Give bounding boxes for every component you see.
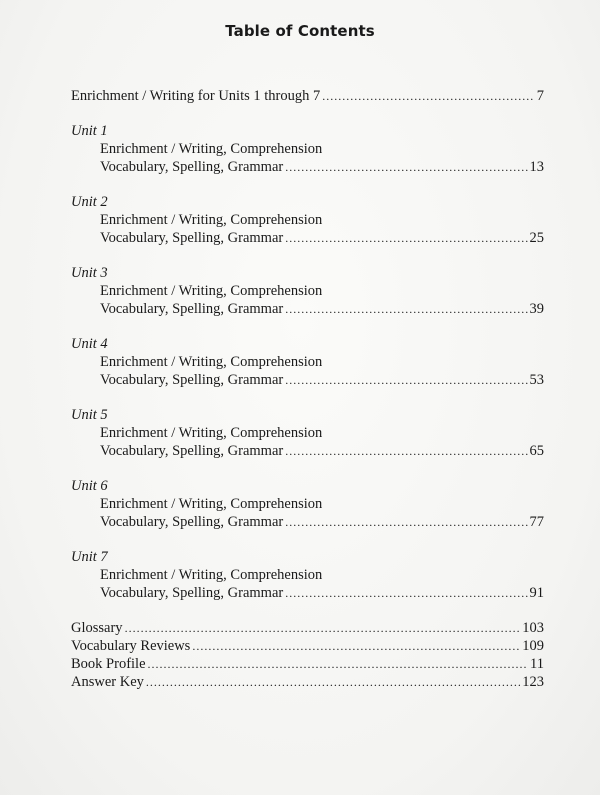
- toc-entry-label: Enrichment / Writing for Units 1 through 7: [71, 88, 321, 104]
- unit-topics: Enrichment / Writing, Comprehension: [100, 496, 323, 512]
- unit-topics: Enrichment / Writing, Comprehension: [100, 283, 323, 299]
- toc-entry-page: 39: [529, 301, 544, 317]
- toc-entry: [71, 442, 544, 460]
- unit-topics: Enrichment / Writing, Comprehension: [100, 141, 323, 157]
- toc-entry: [71, 158, 544, 176]
- toc-entry-intro: [71, 87, 544, 105]
- toc-entry: [71, 300, 544, 318]
- table-of-contents: [71, 87, 544, 691]
- toc-entry-page: 7: [536, 88, 544, 104]
- unit-topics: Enrichment / Writing, Comprehension: [100, 425, 323, 441]
- unit-title: Unit 4: [71, 336, 108, 352]
- unit-topics: Enrichment / Writing, Comprehension: [100, 212, 323, 228]
- unit-title: Unit 2: [71, 194, 108, 210]
- toc-entry-vocabulary-reviews: [71, 637, 544, 655]
- page-title: Table of Contents: [225, 22, 375, 40]
- unit-block-6: [71, 477, 544, 531]
- unit-block-5: [71, 406, 544, 460]
- toc-entry-label: Vocabulary, Spelling, Grammar: [100, 443, 284, 459]
- dot-leader: [285, 300, 527, 318]
- unit-title: Unit 5: [71, 407, 108, 423]
- dot-leader: [285, 584, 527, 602]
- toc-entry-label: Glossary: [71, 620, 123, 636]
- dot-leader: [148, 655, 529, 673]
- unit-title: Unit 1: [71, 123, 108, 139]
- toc-entry-page: 123: [522, 674, 544, 690]
- toc-entry-page: 77: [529, 514, 544, 530]
- toc-entry: [71, 371, 544, 389]
- unit-title: Unit 3: [71, 265, 108, 281]
- dot-leader: [285, 158, 527, 176]
- dot-leader: [285, 442, 527, 460]
- unit-block-7: [71, 548, 544, 602]
- toc-entry-label: Vocabulary, Spelling, Grammar: [100, 301, 284, 317]
- toc-entry-label: Vocabulary Reviews: [71, 638, 191, 654]
- toc-entry: [71, 513, 544, 531]
- unit-topics: Enrichment / Writing, Comprehension: [100, 567, 323, 583]
- back-matter-list: [71, 619, 544, 691]
- unit-title: Unit 6: [71, 478, 108, 494]
- toc-entry-label: Vocabulary, Spelling, Grammar: [100, 514, 284, 530]
- toc-entry: [71, 584, 544, 602]
- toc-entry-label: Book Profile: [71, 656, 146, 672]
- toc-entry-page: 13: [529, 159, 544, 175]
- toc-entry-answer-key: [71, 673, 544, 691]
- dot-leader: [192, 637, 520, 655]
- dot-leader: [125, 619, 521, 637]
- toc-entry-label: Vocabulary, Spelling, Grammar: [100, 372, 284, 388]
- unit-topics: Enrichment / Writing, Comprehension: [100, 354, 323, 370]
- dot-leader: [285, 513, 527, 531]
- unit-block-1: [71, 122, 544, 176]
- toc-entry-page: 25: [529, 230, 544, 246]
- dot-leader: [146, 673, 520, 691]
- unit-title: Unit 7: [71, 549, 108, 565]
- unit-block-4: [71, 335, 544, 389]
- toc-entry-page: 53: [529, 372, 544, 388]
- dot-leader: [285, 371, 527, 389]
- toc-entry-page: 103: [522, 620, 544, 636]
- unit-block-3: [71, 264, 544, 318]
- toc-entry: [71, 229, 544, 247]
- dot-leader: [322, 87, 535, 105]
- toc-entry-book-profile: [71, 655, 544, 673]
- toc-entry-label: Vocabulary, Spelling, Grammar: [100, 159, 284, 175]
- toc-entry-label: Vocabulary, Spelling, Grammar: [100, 230, 284, 246]
- toc-entry-page: 109: [522, 638, 544, 654]
- unit-block-2: [71, 193, 544, 247]
- toc-entry-label: Answer Key: [71, 674, 144, 690]
- toc-entry-glossary: [71, 619, 544, 637]
- toc-entry-page: 91: [529, 585, 544, 601]
- toc-entry-page: 11: [530, 656, 544, 672]
- dot-leader: [285, 229, 527, 247]
- toc-entry-page: 65: [529, 443, 544, 459]
- toc-entry-label: Vocabulary, Spelling, Grammar: [100, 585, 284, 601]
